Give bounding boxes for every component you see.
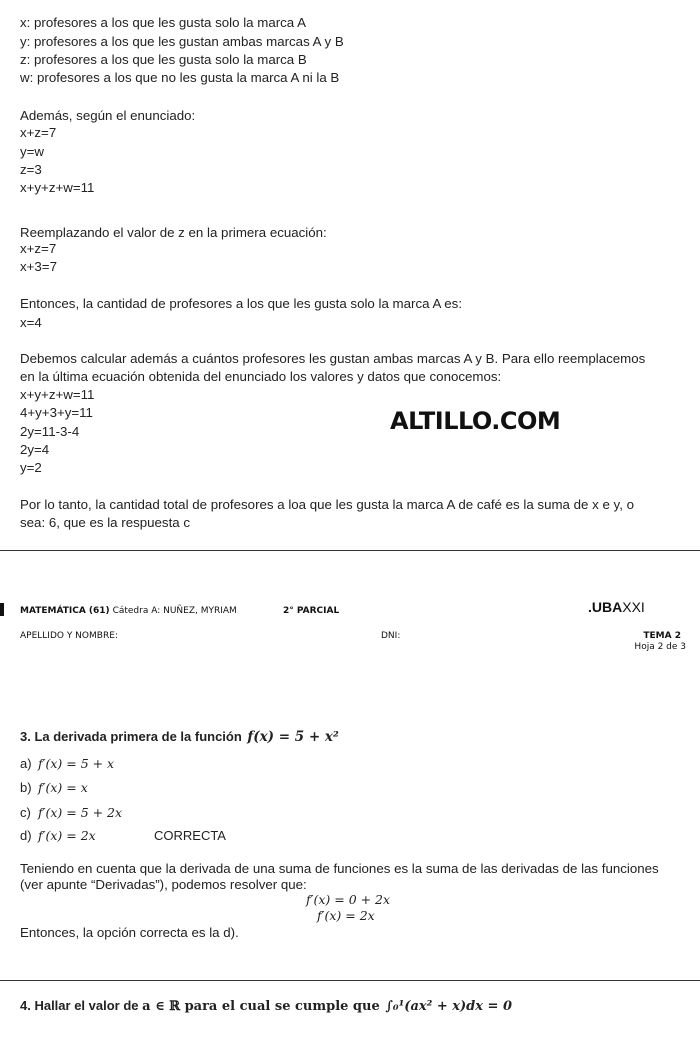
equation: y=2	[20, 460, 42, 475]
derivation-step: f′(x) = 2x	[317, 908, 375, 923]
question-4-condition: a ∈ ℝ para el cual se cumple que	[142, 999, 380, 1014]
definition-z: z: profesores a los que les gusta solo la marca B	[20, 52, 307, 67]
equation: x+z=7	[20, 241, 57, 256]
equation: x+y+z+w=11	[20, 387, 95, 402]
subject: MATEMÁTICA (61)	[20, 606, 110, 616]
explanation: Teniendo en cuenta que la derivada de una suma de funciones es la suma de las derivadas de las funciones	[20, 861, 659, 876]
definition-x: x: profesores a los que les gusta solo la marca A	[20, 15, 307, 30]
name-label: APELLIDO Y NOMBRE:	[20, 631, 118, 641]
calculo-y-intro: en la última ecuación obtenida del enunciado los valores y datos que conocemos:	[20, 369, 502, 384]
catedra: Cátedra A: NUÑEZ, MYRIAM	[112, 606, 237, 616]
exam-header-subject	[20, 606, 237, 616]
hoja-label: Hoja 2 de 3	[634, 642, 686, 652]
correct-badge: CORRECTA	[154, 828, 226, 843]
option-c: c) f′(x) = 5 + 2x	[20, 805, 123, 820]
equation: y=w	[20, 144, 45, 159]
option-d: d) f′(x) = 2x	[20, 828, 96, 843]
divider	[0, 980, 700, 981]
option-a: a) f′(x) = 5 + x	[20, 756, 115, 771]
explanation: (ver apunte “Derivadas”), podemos resolver que:	[20, 877, 307, 892]
question-3-function: f(x) = 5 + x²	[247, 729, 339, 745]
dni-label: DNI:	[381, 631, 401, 641]
divider	[0, 550, 700, 551]
conclusion: Por lo tanto, la cantidad total de profesores a loa que les gusta la marca A de café es la suma de x e y, o	[20, 497, 634, 512]
definition-w: w: profesores a los que no les gusta la marca A ni la B	[20, 70, 340, 85]
conclusion: sea: 6, que es la respuesta c	[20, 515, 191, 530]
question-3-title: 3. La derivada primera de la función f(x) = 5 + x²	[20, 729, 339, 745]
enunciado-intro: Además, según el enunciado:	[20, 108, 196, 123]
equation: x+3=7	[20, 259, 57, 274]
equation: x+z=7	[20, 125, 57, 140]
equation: x=4	[20, 315, 42, 330]
uba-xxi-logo: .UBAXXI	[588, 599, 645, 615]
equation: x+y+z+w=11	[20, 180, 95, 195]
reemplazo-intro: Reemplazando el valor de z en la primera ecuación:	[20, 225, 327, 240]
equation: z=3	[20, 162, 42, 177]
calculo-y-intro: Debemos calcular además a cuántos profesores les gustan ambas marcas A y B. Para ello reemplacemos	[20, 351, 646, 366]
option-b: b) f′(x) = x	[20, 780, 88, 795]
equation: 2y=11-3-4	[20, 424, 80, 439]
resultado-x-intro: Entonces, la cantidad de profesores a los que les gusta solo la marca A es:	[20, 296, 463, 311]
question-4-title: 4. Hallar el valor de a ∈ ℝ para el cual se cumple que ∫₀¹(ax² + x)dx = 0	[20, 998, 512, 1014]
definition-y: y: profesores a los que les gustan ambas marcas A y B	[20, 34, 344, 49]
question-4-integral: ∫₀¹(ax² + x)dx = 0	[385, 999, 512, 1014]
header-marker	[0, 603, 4, 616]
answer: Entonces, la opción correcta es la d).	[20, 925, 239, 940]
equation: 4+y+3+y=11	[20, 405, 93, 420]
exam-title: 2° PARCIAL	[283, 606, 340, 616]
derivation-step: f′(x) = 0 + 2x	[306, 892, 391, 907]
tema-label: TEMA 2	[643, 631, 681, 641]
watermark: ALTILLO.COM	[390, 407, 561, 435]
equation: 2y=4	[20, 442, 50, 457]
